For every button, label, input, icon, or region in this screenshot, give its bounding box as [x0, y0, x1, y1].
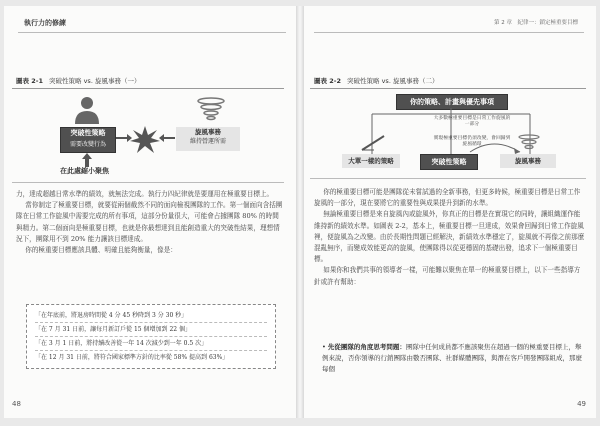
pen-icon: [360, 134, 386, 152]
left-page: [4, 6, 296, 418]
example-goals-box: [26, 304, 276, 369]
figure-2-1-title: 圖表 2-1 突破性策略 vs. 旋風事務（一）: [16, 77, 141, 85]
header-rule: [18, 32, 286, 33]
figure-bottom-rule: [12, 182, 284, 183]
right-page-header: 第 2 章 紀律一：鎖定極重要目標: [494, 20, 578, 26]
burst-icon: [130, 126, 160, 154]
person-icon: [72, 94, 102, 124]
single-strategy-box: 大單一樣的策略: [342, 154, 400, 168]
example-goal: 「在年底前，將退房時間從 4 分 45 秒降到 3 分 30 秒」: [35, 309, 267, 323]
breakthrough-strategy-box: 突破性策略: [420, 154, 478, 170]
book-gutter: [296, 6, 304, 418]
example-goal: 「在 7 月 31 日前，讓每月新訂戶從 15 個增加到 22 個」: [35, 323, 267, 337]
whirlwind-box: 旋風事務 維持營運所需: [176, 127, 240, 151]
right-body-text: 你的極重要目標可能是團隊從未嘗試過的全新事務，但更多時候，極重要目標是日常工作旋風的一部分，現在要將它的重要性與成果提升到新的水準。 無論極重要目標是來自旋風內或旋風外，你真正的目標是在實現它的同時，讓組織運作能維持新的績效水準。如圖表 2-2，基本上，極重要目標一旦達成，效果會回歸到日常工作旋風裡，便旋風為之改變。由於長期性問題已經解決，新績效水準穩定了，旋風就不再像之前那麼混亂無序，而變成效能更高的旋風，使團隊得以從更穩固的基礎出發，追求下一個極重要目標。 如果你和我們共事的領導者一樣，可能難以聚焦在單一的極重要目標上，以下一些指導方針或許有幫助：: [314, 188, 585, 286]
plan-banner: 你的策略、計畫與優先事項: [396, 94, 508, 110]
strategy-box: 突破性策略 需要改變行為: [60, 127, 116, 153]
whirlwind-icon: [196, 96, 226, 124]
figure-bottom-rule: [310, 178, 586, 179]
figure-rule: [12, 88, 284, 89]
whirlwind-icon: [518, 134, 540, 152]
arrow-left-icon: [159, 133, 175, 143]
example-goal: 「在 3 月 1 日前，將持續改善從一年 14 次減少到一年 0.5 次」: [35, 337, 267, 351]
figure-2-2-title: 圖表 2-2 突破性策略 vs. 旋風事務（二）: [314, 77, 439, 85]
note-lower: 實現極重要目標仍須改變，會回歸到旋風循環: [433, 136, 511, 147]
example-goal: 「在 12 月 31 日前，將符合國家標準方針的比率從 58% 提高到 63%」: [35, 354, 229, 361]
page-number: 48: [12, 400, 21, 408]
note-upper: 大多數極重要目標是日常工作旋風的一部分: [433, 116, 511, 127]
left-body-text: 力，達成超越日常水準的績效，就無法完成。執行力四紀律就是要運用在極重要目標上。 當你制定了極重要目標，就要從兩個截然不同的面向檢視團隊的工作。第一個面向含括團隊在日常工作旋風中需要完成的所有事項，這部分份量很大，可能會占據團隊 80% 的時間與精力。第二個面向是極重要目標，也就是你最想達到且能創造重大的突破性結果，理想情況下，團隊用不到 20% 能力讓該目標達成。 你的極重要目標應該具體、明確且能夠衡量，像是：: [16, 190, 283, 255]
right-page: [304, 6, 596, 418]
figure-rule: [310, 88, 586, 89]
focus-label: 在此處縮小聚焦: [60, 167, 109, 175]
guideline-bullet: • 先從團隊的角度思考問題：團隊中任何成員都不應該聚焦在超過一個的極重要目標上，舉例來說，否你領導的行銷團隊由數否團隊、社群媒體團隊，與潛在客戶開發團隊組成，那麼每個: [322, 343, 582, 373]
whirlwind-box: 旋風事務: [500, 154, 556, 168]
header-rule: [314, 32, 584, 33]
page-number: 49: [577, 400, 586, 408]
left-page-header: 執行力的修練: [24, 19, 66, 27]
arrow-right-icon: [116, 133, 132, 143]
arrow-up-icon: [82, 153, 92, 167]
